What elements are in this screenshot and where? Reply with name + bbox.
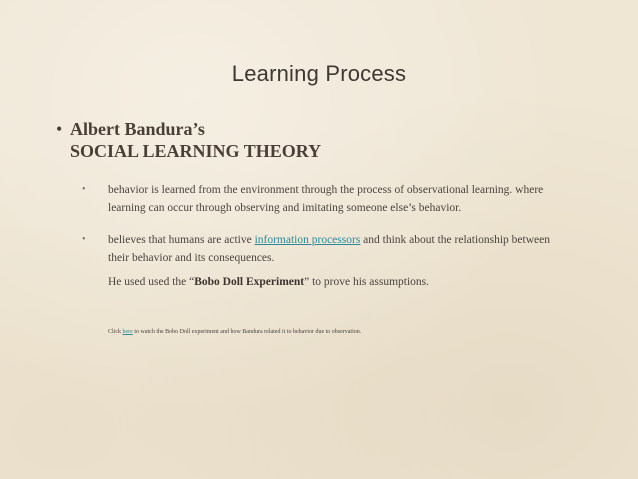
note-before: Click: [108, 329, 123, 335]
text-before-link: believes that humans are active: [108, 234, 255, 246]
bobo-doll-experiment: Bobo Doll Experiment: [194, 276, 305, 288]
theory-name: SOCIAL LEARNING THEORY: [70, 141, 322, 161]
bullet-icon: •: [82, 234, 86, 245]
sub-bullet-text: [94, 231, 564, 267]
para-after: ” to prove his assumptions.: [304, 276, 430, 288]
sub-bullet-text: behavior is learned from the environment through the process of observational learning. where learning can occur through observing and imitating someone else’s behavior.: [108, 184, 544, 214]
sub-bullet-observational: [82, 181, 564, 217]
bullet-icon: •: [56, 119, 63, 139]
information-processors-link[interactable]: information processors: [254, 234, 361, 246]
bobo-doll-paragraph: [108, 276, 568, 288]
here-link[interactable]: here: [122, 329, 133, 335]
bullet-icon: •: [82, 184, 86, 195]
note-after: to watch the Bobo Doll experiment and how Bandura related it to behavior due to observation.: [132, 329, 362, 335]
bullet-bandura: [56, 118, 321, 162]
bandura-name: Albert Bandura’s: [70, 119, 205, 139]
slide-title: Learning Process: [231, 61, 407, 86]
video-note: [108, 329, 588, 335]
text-after-link: and think about the relationship between their behavior and its consequences.: [108, 234, 550, 264]
sub-bullet-information-processors: [82, 231, 564, 267]
para-before: He used used the “: [108, 276, 195, 288]
